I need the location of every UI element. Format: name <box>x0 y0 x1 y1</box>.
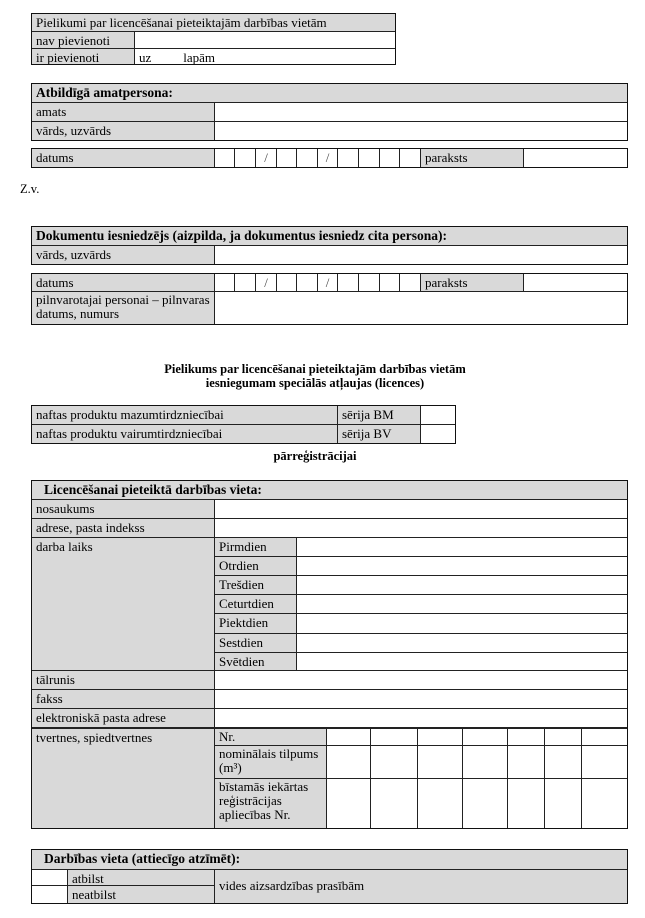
official-signature-field[interactable] <box>523 148 628 168</box>
date-digit-field[interactable] <box>379 148 400 168</box>
position-field[interactable] <box>214 102 628 122</box>
submitter-signature-field[interactable] <box>523 273 628 292</box>
not-attached-field[interactable] <box>134 31 396 49</box>
day-label: Piektdien <box>214 613 297 634</box>
site-address-label: adrese, pasta indekss <box>31 518 215 538</box>
seal-note: Z.v. <box>20 182 40 196</box>
phone-label: tālrunis <box>31 670 215 690</box>
attachments-header: Pielikumi par licencēšanai pieteiktajām darbības vietām <box>31 13 396 32</box>
date-digit-field[interactable]: / <box>255 148 277 168</box>
date-digit-field[interactable] <box>234 148 256 168</box>
tank-value-field[interactable] <box>462 745 508 779</box>
day-hours-field[interactable] <box>296 652 628 671</box>
tank-value-field[interactable] <box>462 728 508 746</box>
compliance-header: Darbības vieta (attiecīgo atzīmēt): <box>31 849 628 870</box>
authorization-field[interactable] <box>214 291 628 325</box>
date-digit-field[interactable] <box>379 273 400 292</box>
license-type-label: naftas produktu vairumtirdzniecībai <box>31 424 338 444</box>
day-label: Pirmdien <box>214 537 297 557</box>
authorization-label: pilnvarotajai personai – pilnvaras datums, numurs <box>31 291 215 325</box>
attached-pages-field[interactable] <box>134 48 396 65</box>
series-checkbox[interactable] <box>420 405 456 425</box>
on-label: uz <box>139 50 152 65</box>
date-digit-field[interactable] <box>296 273 318 292</box>
pages-label: lapām <box>183 50 216 65</box>
annex-title-line2: iesniegumam speciālās atļaujas (licences) <box>205 376 425 390</box>
tank-value-field[interactable] <box>462 778 508 829</box>
tank-value-field[interactable] <box>326 728 371 746</box>
official-name-field[interactable] <box>214 121 628 141</box>
requirement-label: vides aizsardzības prasībām <box>214 869 628 904</box>
fax-label: fakss <box>31 689 215 709</box>
day-label: Ceturtdien <box>214 594 297 614</box>
day-hours-field[interactable] <box>296 594 628 614</box>
series-label: sērija BM <box>337 405 421 425</box>
email-field[interactable] <box>214 708 628 728</box>
tank-value-field[interactable] <box>507 728 545 746</box>
complies-label: atbilst <box>67 869 215 886</box>
tank-value-field[interactable] <box>370 728 418 746</box>
series-label: sērija BV <box>337 424 421 444</box>
tank-value-field[interactable] <box>581 745 628 779</box>
date-digit-field[interactable] <box>234 273 256 292</box>
tank-value-field[interactable] <box>417 745 463 779</box>
tank-value-field[interactable] <box>581 728 628 746</box>
day-hours-field[interactable] <box>296 556 628 576</box>
site-address-field[interactable] <box>214 518 628 538</box>
fax-field[interactable] <box>214 689 628 709</box>
tank-tank-no-label: Nr. <box>214 728 327 746</box>
date-digit-field[interactable] <box>358 148 380 168</box>
not-complies-label: neatbilst <box>67 885 215 904</box>
date-digit-field[interactable]: / <box>317 273 338 292</box>
tank-value-field[interactable] <box>326 745 371 779</box>
tank-tank-volume-label: nominālais tilpums (m³) <box>214 745 327 779</box>
license-type-label: naftas produktu mazumtirdzniecībai <box>31 405 338 425</box>
day-hours-field[interactable] <box>296 537 628 557</box>
tank-value-field[interactable] <box>544 745 582 779</box>
tank-value-field[interactable] <box>417 728 463 746</box>
site-header: Licencēšanai pieteiktā darbības vieta: <box>31 480 628 500</box>
date-digit-field[interactable] <box>399 273 421 292</box>
date-digit-field[interactable] <box>399 148 421 168</box>
day-label: Otrdien <box>214 556 297 576</box>
tank-value-field[interactable] <box>581 778 628 829</box>
date-digit-field[interactable]: / <box>317 148 338 168</box>
site-name-field[interactable] <box>214 499 628 519</box>
official-date-label: datums <box>31 148 215 168</box>
tank-value-field[interactable] <box>544 728 582 746</box>
tank-tank-reg-label: bīstamās iekārtas reģistrācijas apliecības Nr. <box>214 778 327 829</box>
day-hours-field[interactable] <box>296 613 628 634</box>
official-name-label: vārds, uzvārds <box>31 121 215 141</box>
submitter-header: Dokumentu iesniedzējs (aizpilda, ja dokumentus iesniedz cita persona): <box>31 226 628 246</box>
date-digit-field[interactable] <box>296 148 318 168</box>
not-complies-checkbox[interactable] <box>31 885 68 904</box>
date-digit-field[interactable] <box>337 148 359 168</box>
tank-value-field[interactable] <box>507 745 545 779</box>
date-digit-field[interactable] <box>358 273 380 292</box>
submitter-name-label: vārds, uzvārds <box>31 245 215 265</box>
tanks-label: tvertnes, spiedtvertnes <box>31 728 215 829</box>
day-hours-field[interactable] <box>296 633 628 653</box>
day-label: Sestdien <box>214 633 297 653</box>
day-hours-field[interactable] <box>296 575 628 595</box>
position-label: amats <box>31 102 215 122</box>
email-label: elektroniskā pasta adrese <box>31 708 215 728</box>
tank-value-field[interactable] <box>417 778 463 829</box>
day-label: Trešdien <box>214 575 297 595</box>
official-header: Atbildīgā amatpersona: <box>31 83 628 103</box>
submitter-signature-label: paraksts <box>420 273 524 292</box>
reregistration-label: pārreģistrācijai <box>273 449 357 463</box>
date-digit-field[interactable] <box>214 148 235 168</box>
working-hours-label: darba laiks <box>31 537 215 671</box>
series-checkbox[interactable] <box>420 424 456 444</box>
complies-checkbox[interactable] <box>31 869 68 886</box>
attached-label: ir pievienoti <box>31 48 135 65</box>
date-digit-field[interactable] <box>337 273 359 292</box>
official-signature-label: paraksts <box>420 148 524 168</box>
submitter-name-field[interactable] <box>214 245 628 265</box>
date-digit-field[interactable] <box>276 273 297 292</box>
phone-field[interactable] <box>214 670 628 690</box>
date-digit-field[interactable] <box>276 148 297 168</box>
tank-value-field[interactable] <box>507 778 545 829</box>
submitter-date-label: datums <box>31 273 215 292</box>
not-attached-label: nav pievienoti <box>31 31 135 49</box>
tank-value-field[interactable] <box>370 745 418 779</box>
date-digit-field[interactable]: / <box>255 273 277 292</box>
annex-title-line1: Pielikums par licencēšanai pieteiktajām darbības vietām <box>164 362 466 376</box>
day-label: Svētdien <box>214 652 297 671</box>
site-name-label: nosaukums <box>31 499 215 519</box>
tank-value-field[interactable] <box>326 778 371 829</box>
tank-value-field[interactable] <box>370 778 418 829</box>
tank-value-field[interactable] <box>544 778 582 829</box>
date-digit-field[interactable] <box>214 273 235 292</box>
